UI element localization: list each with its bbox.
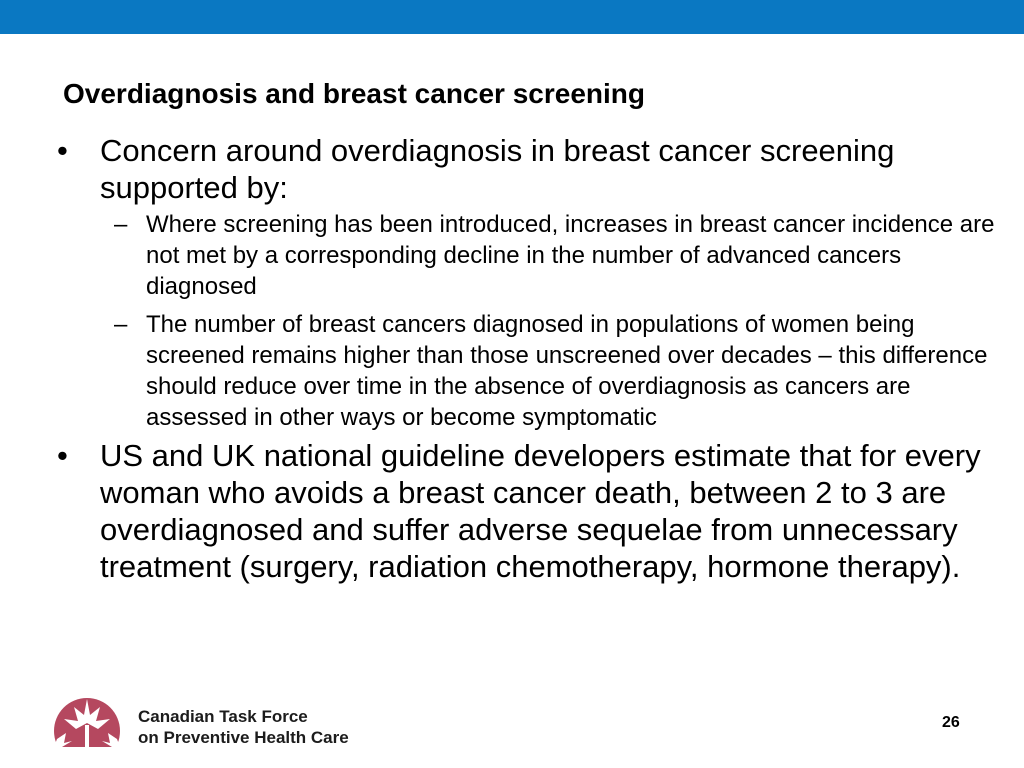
organization-name-line1: Canadian Task Force — [138, 707, 308, 726]
bullet-item — [57, 437, 990, 585]
sub-bullet-text: The number of breast cancers diagnosed in populations of women being screened remains higher than those unscreened over decades – this difference should reduce over time in the absence of overdiagnosis as cancers are assessed in other ways or become symptomatic — [146, 311, 988, 431]
sub-bullet-text: Where screening has been introduced, increases in breast cancer incidence are not met by a corresponding decline in the number of advanced cancers diagnosed — [146, 211, 995, 300]
sub-bullet-marker: – — [114, 311, 128, 338]
bullet-text: US and UK national guideline developers estimate that for every woman who avoids a breast cancer death, between 2 to 3 are overdiagnosed and suffer adverse sequelae from unnecessary treatment (surgery, radiation chemotherapy, hormone therapy). — [100, 438, 981, 584]
sub-bullet-item — [114, 209, 996, 302]
slide-title: Overdiagnosis and breast cancer screening — [63, 78, 646, 109]
bullet-text: Concern around overdiagnosis in breast cancer screening supported by: — [100, 133, 895, 205]
page-number: 26 — [942, 714, 960, 731]
bullet-marker: • — [57, 133, 68, 168]
organization-name-line2: on Preventive Health Care — [138, 728, 349, 747]
maple-leaf-logo-icon — [52, 695, 122, 751]
slide-content — [0, 132, 1024, 585]
header-bar — [0, 0, 1024, 34]
bullet-marker: • — [57, 438, 68, 473]
bullet-item — [57, 132, 990, 206]
sub-bullet-marker: – — [114, 211, 128, 238]
sub-bullet-item — [114, 309, 996, 433]
